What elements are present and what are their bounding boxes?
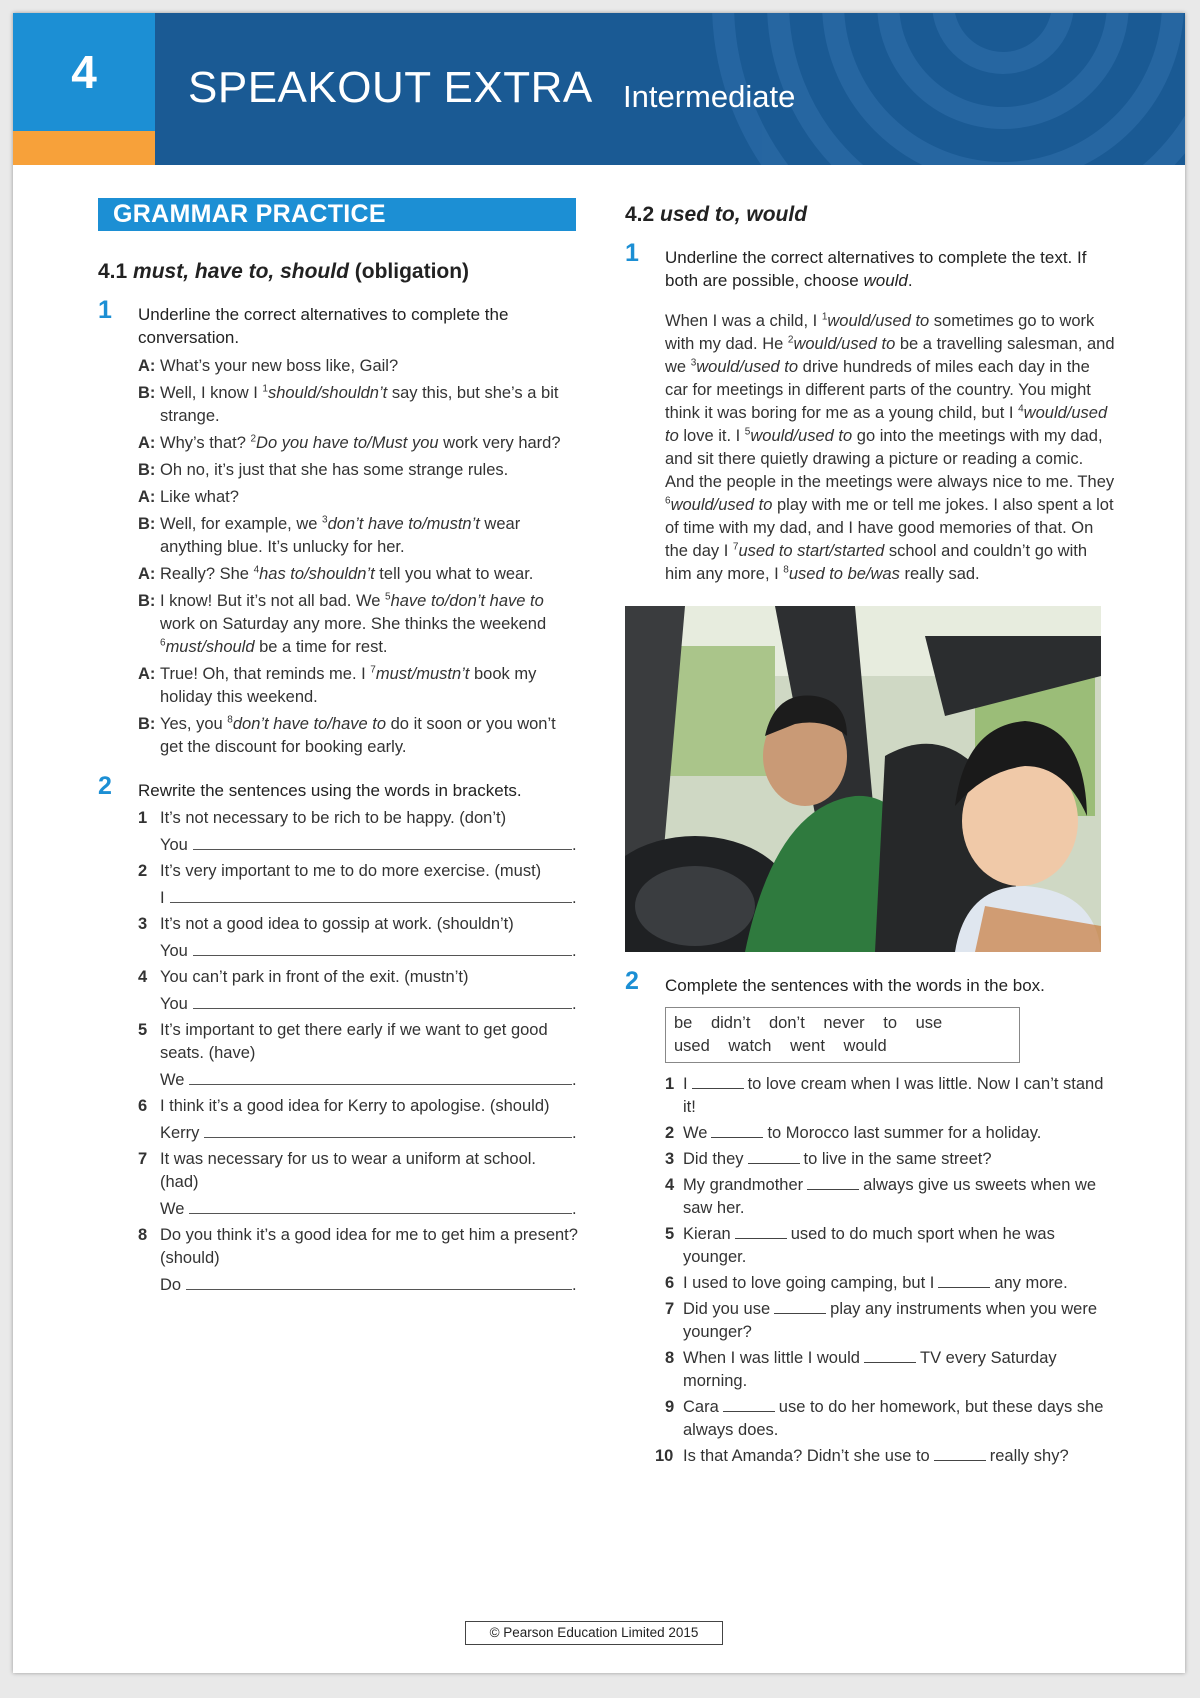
item-sentence: It was necessary for us to wear a uniform at school. (had): [160, 1150, 536, 1191]
sentence-start: Did you use: [683, 1300, 771, 1318]
gap-number: 1: [262, 383, 268, 395]
word-box: [665, 1007, 1020, 1063]
sentence-end: .: [572, 1124, 577, 1142]
heading-topic: used to, would: [660, 203, 808, 226]
text-segment: Oh no, it’s just that she has some strange rules.: [160, 461, 509, 479]
item-number: 7: [665, 1300, 675, 1318]
answer-options: would/used to: [750, 427, 853, 445]
gap-number: 8: [783, 564, 789, 576]
speaker-label: B:: [138, 384, 156, 402]
answer-blank: [186, 1272, 572, 1290]
rewrite-item: [138, 966, 578, 1016]
sentence-end: used to do much sport when he was younger.: [683, 1225, 1055, 1266]
sentence-end: .: [572, 1276, 577, 1294]
completion-list: [655, 1073, 1115, 1468]
speaker-label: A:: [138, 357, 156, 375]
gap-number: 1: [821, 311, 828, 323]
answer-options: would/used to: [665, 404, 1108, 445]
box-word: be: [674, 1014, 693, 1032]
completion-item: [665, 1223, 1115, 1269]
box-word: use: [915, 1014, 943, 1032]
answer-gap: [774, 1299, 826, 1314]
speaker-label: A:: [138, 565, 156, 583]
answer-options: would/used to: [827, 312, 930, 330]
gap-number: 2: [250, 433, 257, 445]
answer-blank: [170, 885, 572, 903]
exercise-instruction: Underline the correct alternatives to complete the conversation.: [138, 305, 509, 347]
gap-number: 3: [322, 514, 328, 526]
speaker-label: A:: [138, 488, 156, 506]
rewrite-item: [138, 1095, 578, 1145]
dialogue-line: [138, 713, 578, 759]
answer-options: must/mustn’t: [375, 665, 470, 683]
sentence-end: .: [572, 1071, 577, 1089]
answer-line: [160, 832, 578, 857]
answer-line: [160, 1196, 578, 1221]
rewrite-item: [138, 1019, 578, 1092]
exercise-instruction: Rewrite the sentences using the words in brackets.: [138, 781, 522, 800]
exercise-4-2-2: [625, 967, 1115, 997]
answer-start: I: [160, 889, 165, 907]
sentence-end: any more.: [994, 1274, 1068, 1292]
item-number: 4: [665, 1176, 675, 1194]
answer-line: [160, 938, 578, 963]
item-sentence: It’s not a good idea to gossip at work. (shouldn’t): [160, 915, 514, 933]
sentence-start: Kieran: [683, 1225, 731, 1243]
sentence-end: to Morocco last summer for a holiday.: [767, 1124, 1042, 1142]
text-segment: Yes, you: [160, 715, 228, 733]
speaker-label: A:: [138, 665, 156, 683]
answer-gap: [938, 1273, 990, 1288]
sentence-end: to love cream when I was little. Now I can’t stand it!: [683, 1075, 1104, 1116]
answer-start: You: [160, 995, 188, 1013]
text-segment: work on Saturday any more. She thinks the weekend: [160, 615, 547, 633]
exercise-4-1-2: [98, 772, 578, 802]
answer-gap: [723, 1397, 775, 1412]
answer-gap: [735, 1224, 787, 1239]
dialogue-line: [138, 459, 578, 482]
section-4-1-heading: [98, 260, 578, 283]
exercise-instruction: Complete the sentences with the words in the box.: [665, 976, 1045, 995]
box-word: never: [823, 1014, 865, 1032]
gap-number: 4: [253, 564, 260, 576]
gap-number: 2: [787, 334, 794, 346]
item-sentence: It’s very important to me to do more exercise. (must): [160, 862, 542, 880]
answer-options: should/shouldn’t: [267, 384, 388, 402]
sentence-start: We: [683, 1124, 708, 1142]
answer-options: have to/don’t have to: [390, 592, 544, 610]
dialogue-line: [138, 513, 578, 559]
instruction-end: .: [907, 271, 913, 290]
answer-options: must/should: [165, 638, 255, 656]
instruction-emphasis: would: [863, 271, 908, 290]
right-column: [625, 198, 1115, 1468]
sentence-end: .: [572, 1200, 577, 1218]
copyright-footer: © Pearson Education Limited 2015: [465, 1621, 723, 1645]
sentence-start: Did they: [683, 1150, 744, 1168]
answer-gap: [864, 1348, 916, 1363]
sentence-end: .: [572, 836, 577, 854]
answer-options: would/used to: [793, 335, 896, 353]
header-banner: [13, 13, 1185, 165]
text-segment: sometimes go to work with my dad. He: [665, 312, 1095, 353]
answer-blank: [189, 1196, 572, 1214]
text-segment: really sad.: [899, 565, 980, 583]
text-segment: be a time for rest.: [254, 638, 388, 656]
dialogue-line: [138, 432, 578, 455]
answer-start: Kerry: [160, 1124, 200, 1142]
text-segment: I know! But it’s not all bad. We: [160, 592, 386, 610]
answer-blank: [193, 991, 572, 1009]
speaker-label: B:: [138, 715, 156, 733]
completion-item: [665, 1174, 1115, 1220]
unit-accent: [13, 131, 155, 165]
rewrite-item: [138, 860, 578, 910]
answer-line: [160, 1272, 578, 1297]
sentence-end: always give us sweets when we saw her.: [683, 1176, 1097, 1217]
text-segment: drive hundreds of miles each day in the car for meetings in different parts of the country. You might think it was boring for me as a young child, but I: [665, 358, 1091, 422]
answer-options: has to/shouldn’t: [259, 565, 375, 583]
text-segment: book my holiday this weekend.: [160, 665, 537, 706]
sentence-start: When I was little I would: [683, 1349, 860, 1367]
dialogue-line: [138, 590, 578, 659]
completion-item: [665, 1272, 1115, 1295]
worksheet-page: [13, 13, 1185, 1673]
text-segment: tell you what to wear.: [374, 565, 534, 583]
instruction-text: Underline the correct alternatives to complete the text. If both are possible, choose: [665, 248, 1087, 290]
sentence-end: TV every Saturday morning.: [683, 1349, 1057, 1390]
item-number: 3: [138, 915, 148, 933]
sentence-end: .: [572, 889, 577, 907]
answer-gap: [692, 1074, 744, 1089]
exercise-number: 1: [625, 239, 639, 267]
heading-number: 4.1: [98, 260, 128, 283]
heading-number: 4.2: [625, 203, 655, 226]
gap-number: 4: [1018, 403, 1024, 415]
text-segment: school and couldn’t go with him any more, I: [665, 542, 1087, 583]
speaker-label: B:: [138, 515, 156, 533]
item-number: 5: [138, 1021, 148, 1039]
answer-blank: [204, 1120, 572, 1138]
sentence-end: really shy?: [989, 1447, 1069, 1465]
answer-gap: [711, 1123, 763, 1138]
gap-number: 8: [227, 714, 233, 726]
item-number: 7: [138, 1150, 148, 1168]
completion-item: [665, 1396, 1115, 1442]
answer-start: You: [160, 942, 188, 960]
text-segment: say this, but she’s a bit strange.: [160, 384, 559, 425]
text-segment: wear anything blue. It’s unlucky for her.: [160, 515, 521, 556]
text-segment: Well, for example, we: [160, 515, 323, 533]
brand-title: SPEAKOUT EXTRA: [188, 63, 593, 112]
item-sentence: It’s not necessary to be rich to be happy. (don’t): [160, 809, 507, 827]
sentence-end: .: [572, 995, 577, 1013]
gap-number: 6: [160, 637, 166, 649]
text-segment: go into the meetings with my dad, and sit there quietly drawing a picture or reading a comic. And the people in the meetings were always nice to me. They: [665, 427, 1115, 491]
dialogue: [138, 355, 578, 759]
item-number: 2: [138, 862, 148, 880]
speaker-label: A:: [138, 434, 156, 452]
answer-blank: [193, 832, 572, 850]
left-column: [98, 198, 578, 1297]
text-segment: True! Oh, that reminds me. I: [160, 665, 371, 683]
item-number: 9: [665, 1398, 675, 1416]
answer-blank: [189, 1067, 572, 1085]
answer-options: Do you have to/Must you: [256, 434, 439, 452]
sentence-start: My grandmother: [683, 1176, 804, 1194]
answer-line: [160, 1120, 578, 1145]
gap-number: 3: [690, 357, 697, 369]
section-title: GRAMMAR PRACTICE: [98, 198, 576, 231]
item-sentence: It’s important to get there early if we want to get good seats. (have): [160, 1021, 548, 1062]
answer-options: would/used to: [696, 358, 799, 376]
completion-item: [665, 1122, 1115, 1145]
exercise-number: 2: [98, 772, 112, 800]
text-segment: love it. I: [678, 427, 745, 445]
item-number: 3: [665, 1150, 675, 1168]
completion-item: [665, 1073, 1115, 1119]
box-word: watch: [728, 1037, 772, 1055]
sentence-start: I used to love going camping, but I: [683, 1274, 935, 1292]
level-label: Intermediate: [623, 79, 796, 114]
answer-options: used to start/started: [738, 542, 885, 560]
item-number: 5: [665, 1225, 675, 1243]
item-number: 8: [138, 1226, 148, 1244]
sentence-start: Is that Amanda? Didn’t she use to: [683, 1447, 930, 1465]
item-sentence: You can’t park in front of the exit. (mustn’t): [160, 968, 469, 986]
unit-number: 4: [71, 46, 97, 98]
heading-topic-rest: (obligation): [354, 260, 470, 283]
section-4-2-heading: [625, 198, 1115, 232]
exercise-4-1-1: [98, 296, 578, 349]
item-number: 1: [138, 809, 148, 827]
box-word: don’t: [769, 1014, 805, 1032]
item-number: 1: [665, 1075, 675, 1093]
speaker-label: B:: [138, 461, 156, 479]
item-sentence: Do you think it’s a good idea for me to get him a present? (should): [160, 1226, 578, 1267]
item-number: 6: [138, 1097, 148, 1115]
text-segment: work very hard?: [438, 434, 561, 452]
text-segment: play with me or tell me jokes. I also spent a lot of time with my dad, and I have good memories of that. On the day I: [665, 496, 1114, 560]
dialogue-line: [138, 486, 578, 509]
text-segment: What’s your new boss like, Gail?: [160, 357, 399, 375]
sentence-start: I: [683, 1075, 688, 1093]
rewrite-item: [138, 913, 578, 963]
rewrite-item: [138, 1224, 578, 1297]
completion-item: [665, 1347, 1115, 1393]
rewrite-item: [138, 807, 578, 857]
reading-text: [665, 310, 1115, 586]
gap-number: 7: [732, 541, 739, 553]
dialogue-line: [138, 663, 578, 709]
rewrite-list: [138, 807, 578, 1297]
dialogue-line: [138, 355, 578, 378]
text-segment: Why’s that?: [160, 434, 251, 452]
answer-options: don’t have to/have to: [232, 715, 387, 733]
gap-number: 6: [665, 495, 671, 507]
exercise-number: 2: [625, 967, 639, 995]
gap-number: 5: [385, 591, 391, 603]
completion-item: [665, 1148, 1115, 1171]
answer-options: would/used to: [670, 496, 773, 514]
gap-number: 7: [370, 664, 376, 676]
item-number: 6: [665, 1274, 675, 1292]
text-segment: Really? She: [160, 565, 254, 583]
sentence-end: to live in the same street?: [803, 1150, 992, 1168]
text-segment: Well, I know I: [160, 384, 263, 402]
dialogue-line: [138, 563, 578, 586]
sentence-end: use to do her homework, but these days she always does.: [683, 1398, 1104, 1439]
answer-gap: [748, 1149, 800, 1164]
answer-line: [160, 885, 578, 910]
gap-number: 5: [744, 426, 751, 438]
box-word: didn’t: [710, 1014, 751, 1032]
answer-start: We: [160, 1200, 185, 1218]
exercise-number: 1: [98, 296, 112, 324]
answer-line: [160, 1067, 578, 1092]
sentence-end: play any instruments when you were younger?: [683, 1300, 1098, 1341]
rewrite-item: [138, 1148, 578, 1221]
text-segment: do it soon or you won’t get the discount for booking early.: [160, 715, 556, 756]
text-segment: be a travelling salesman, and we: [665, 335, 1115, 376]
text-segment: When I was a child, I: [665, 312, 822, 330]
answer-start: We: [160, 1071, 185, 1089]
box-word: would: [843, 1037, 887, 1055]
answer-blank: [193, 938, 572, 956]
completion-item: [655, 1445, 1115, 1468]
dialogue-line: [138, 382, 578, 428]
answer-line: [160, 991, 578, 1016]
sentence-end: .: [572, 942, 577, 960]
heading-topic: must, have to, should: [133, 260, 349, 283]
exercise-4-2-1: [625, 239, 1115, 292]
item-number: 8: [665, 1349, 675, 1367]
box-word: to: [883, 1014, 898, 1032]
item-number: 4: [138, 968, 148, 986]
answer-start: Do: [160, 1276, 182, 1294]
box-word: used: [674, 1037, 710, 1055]
item-number: 10: [655, 1447, 674, 1465]
text-segment: Like what?: [160, 488, 239, 506]
sentence-start: Cara: [683, 1398, 719, 1416]
answer-options: don’t have to/mustn’t: [327, 515, 480, 533]
item-sentence: I think it’s a good idea for Kerry to apologise. (should): [160, 1097, 550, 1115]
answer-gap: [934, 1446, 986, 1461]
speaker-label: B:: [138, 592, 156, 610]
box-word: went: [790, 1037, 825, 1055]
answer-start: You: [160, 836, 188, 854]
answer-options: used to be/was: [788, 565, 900, 583]
father-child-car-photo: [625, 606, 1101, 952]
exercise-instruction: [665, 246, 1115, 292]
completion-item: [665, 1298, 1115, 1344]
answer-gap: [807, 1175, 859, 1190]
item-number: 2: [665, 1124, 675, 1142]
